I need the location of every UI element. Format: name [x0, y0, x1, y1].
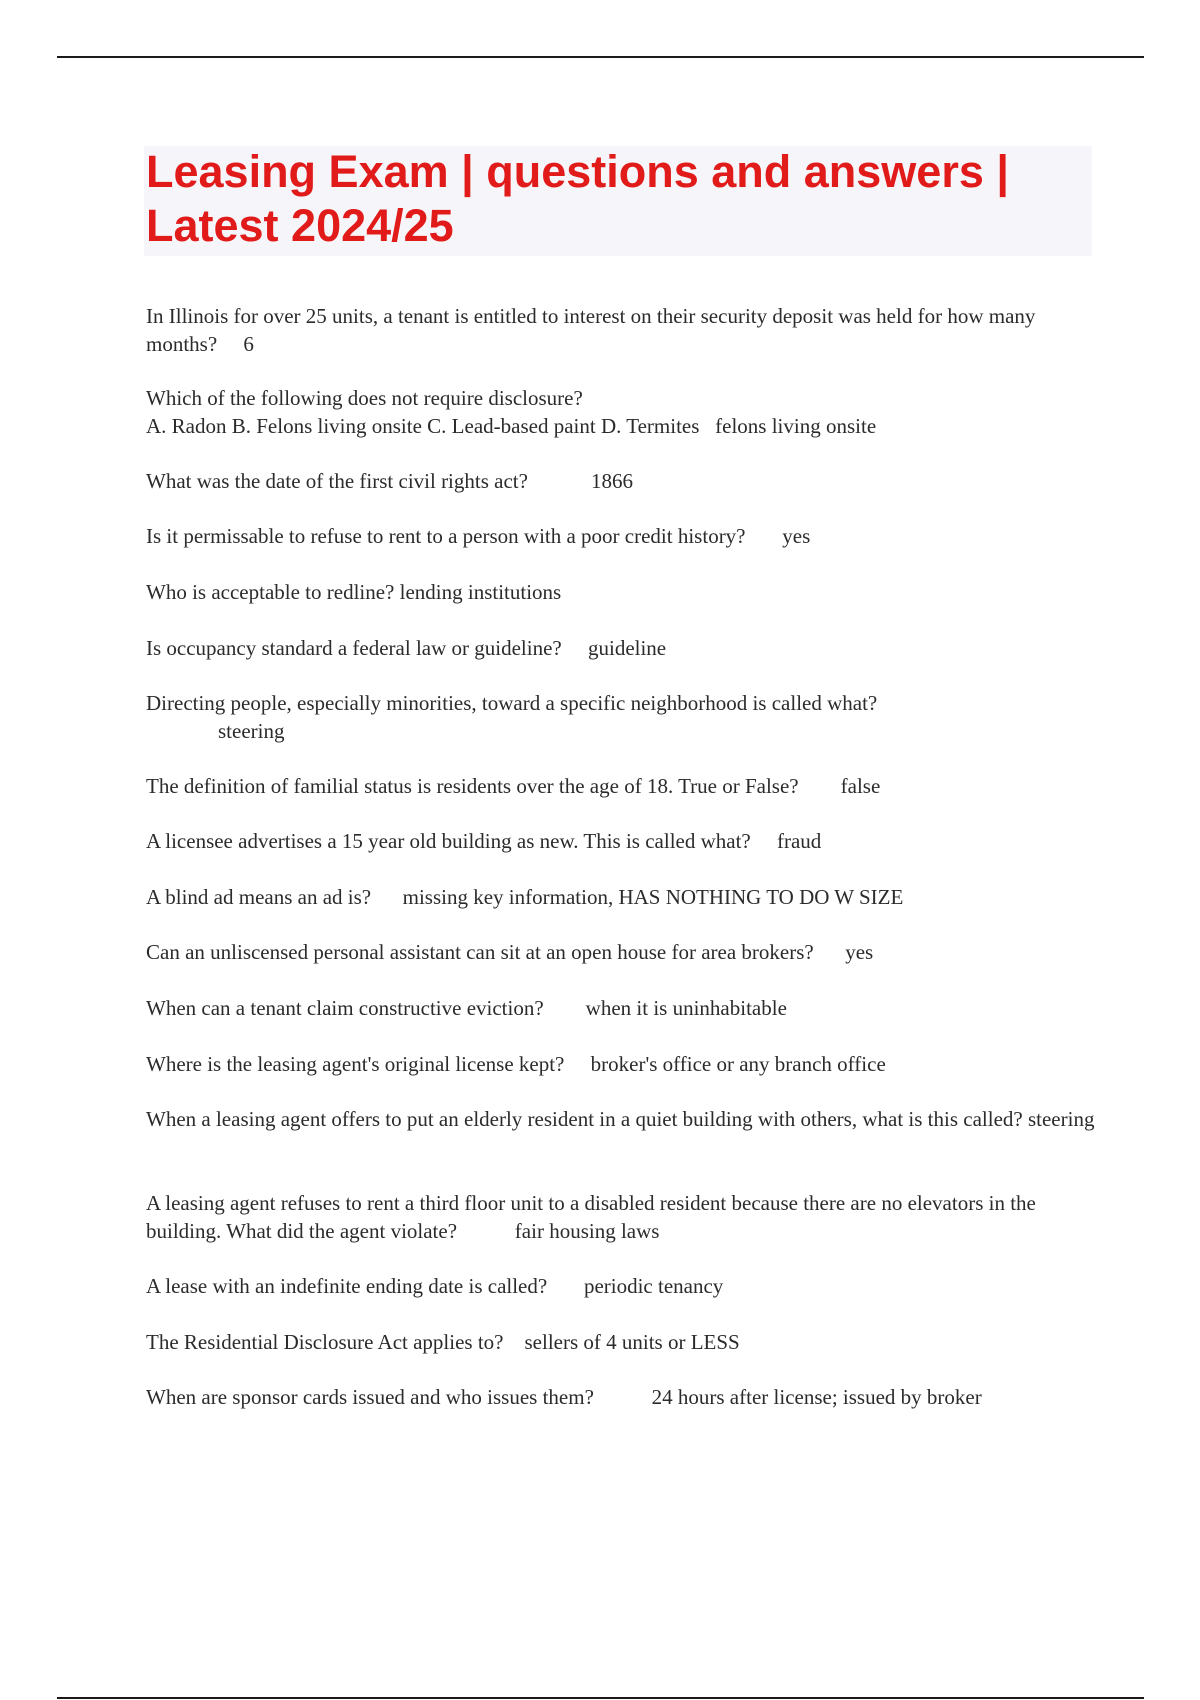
question-options: A. Radon B. Felons living onsite C. Lead-based paint D. Termites [146, 414, 700, 438]
answer-text: when it is uninhabitable [585, 996, 787, 1020]
qa-item [146, 1105, 1096, 1161]
answer-text: fair housing laws [514, 1219, 660, 1243]
question-text: When are sponsor cards issued and who issues them? [146, 1385, 594, 1409]
answer-text: 1866 [590, 469, 633, 493]
question-text: A lease with an indefinite ending date is called? [146, 1274, 548, 1298]
question-text: Is occupancy standard a federal law or guideline? [146, 636, 562, 660]
question-text: The definition of familial status is residents over the age of 18. True or False? [146, 774, 799, 798]
question-text: Can an unliscensed personal assistant can sit at an open house for area brokers? [146, 940, 814, 964]
qa-item [146, 1050, 1096, 1078]
answer-text: guideline [587, 636, 667, 660]
answer-text: yes [782, 524, 811, 548]
qa-item [146, 1328, 1096, 1356]
qa-item [146, 1189, 1096, 1245]
qa-item [146, 578, 1096, 606]
answer-text: steering [218, 719, 285, 743]
answer-text: missing key information, HAS NOTHING TO DO W SIZE [402, 885, 904, 909]
qa-item [146, 827, 1096, 855]
answer-text: false [840, 774, 881, 798]
answer-text: broker's office or any branch office [590, 1052, 886, 1076]
answer-text: sellers of 4 units or LESS [524, 1330, 740, 1354]
answer-text: fraud [777, 829, 822, 853]
question-text: The Residential Disclosure Act applies to? [146, 1330, 504, 1354]
question-text: What was the date of the first civil rights act? [146, 469, 528, 493]
answer-text: steering [1027, 1107, 1095, 1131]
qa-item [146, 689, 1096, 745]
answer-text: lending institutions [399, 580, 562, 604]
qa-item [146, 772, 1096, 800]
qa-item [146, 634, 1096, 662]
answer-text: 6 [243, 332, 254, 356]
question-text: A blind ad means an ad is? [146, 885, 372, 909]
question-text: A leasing agent refuses to rent a third floor unit to a disabled resident because there are no elevators in the building. What did the agent violate? [146, 1191, 1036, 1243]
qa-item [146, 1272, 1096, 1300]
qa-item [146, 1383, 1096, 1439]
document-title: Leasing Exam | questions and answers | Latest 2024/25 [146, 146, 1009, 251]
qa-item [146, 522, 1096, 550]
question-text: Who is acceptable to redline? [146, 580, 395, 604]
question-text: Which of the following does not require disclosure? [146, 386, 583, 410]
question-text: In Illinois for over 25 units, a tenant is entitled to interest on their security deposit was held for how many months? [146, 304, 1036, 356]
question-text: When a leasing agent offers to put an elderly resident in a quiet building with others, what is this called? [146, 1107, 1023, 1131]
top-rule [57, 56, 1144, 58]
qa-item [146, 938, 1096, 966]
question-text: When can a tenant claim constructive eviction? [146, 996, 544, 1020]
answer-text: 24 hours after license; issued by broker [651, 1385, 982, 1409]
question-text: Where is the leasing agent's original license kept? [146, 1052, 565, 1076]
answer-text: periodic tenancy [583, 1274, 724, 1298]
answer-text: yes [845, 940, 874, 964]
qa-item [146, 384, 1096, 440]
question-text: Directing people, especially minorities, toward a specific neighborhood is called what? [146, 691, 878, 715]
qa-item [146, 994, 1096, 1022]
question-text: A licensee advertises a 15 year old building as new. This is called what? [146, 829, 751, 853]
qa-list [146, 302, 1096, 1439]
answer-text: felons living onsite [715, 414, 877, 438]
qa-item [146, 883, 1096, 911]
question-text: Is it permissable to refuse to rent to a person with a poor credit history? [146, 524, 746, 548]
qa-item [146, 467, 1096, 495]
qa-item [146, 302, 1096, 358]
bottom-rule [57, 1697, 1144, 1699]
